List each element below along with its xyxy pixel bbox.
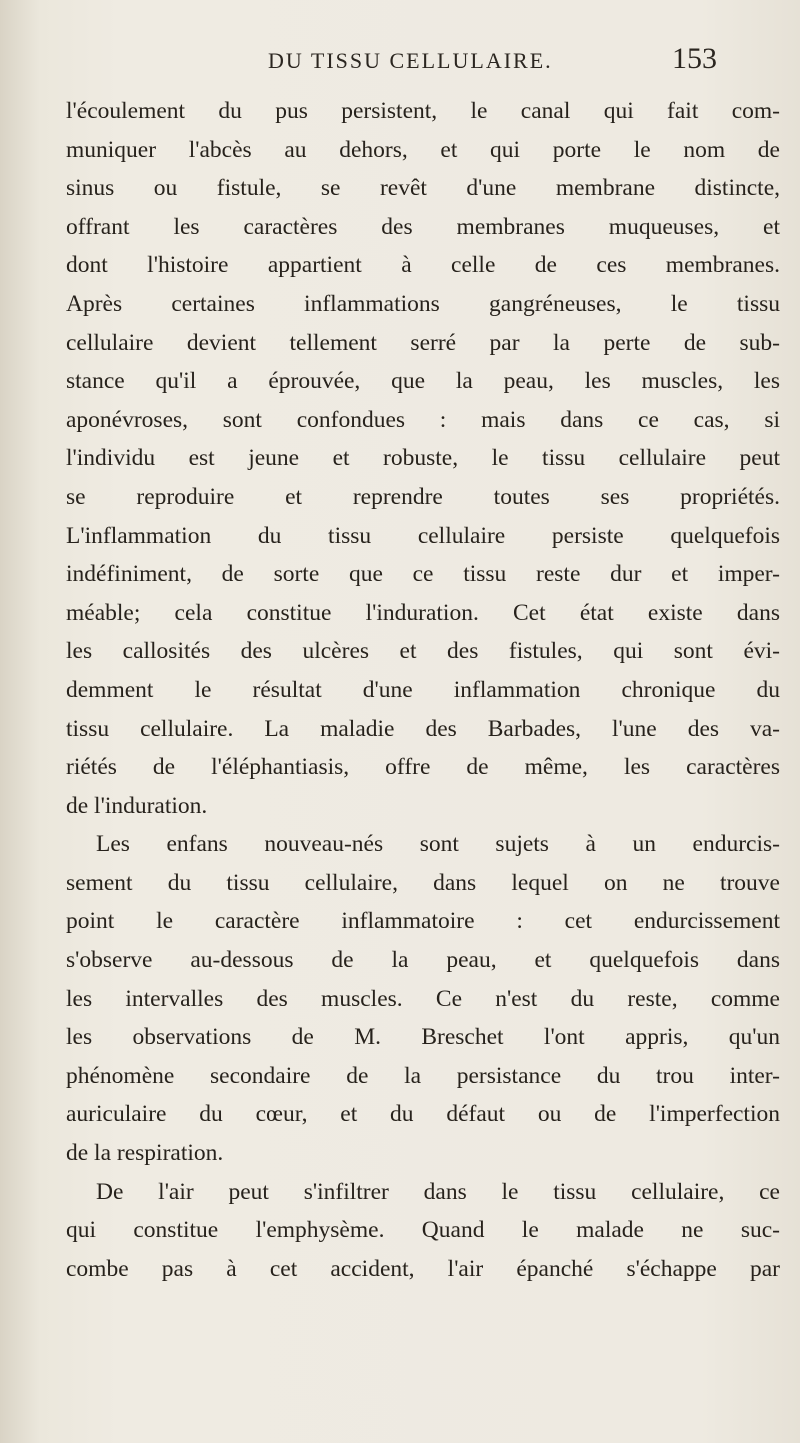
text-line: les observations de M. Breschet l'ont appris, qu'un: [66, 1024, 780, 1051]
page-header: [0, 28, 800, 88]
text-line: qui constitue l'emphysème. Quand le malade ne suc-: [66, 1217, 780, 1244]
text-line: stance qu'il a éprouvée, que la peau, les muscles, les: [66, 368, 780, 395]
text-line: l'écoulement du pus persistent, le canal qui fait com-: [66, 98, 780, 124]
text-line: se reproduire et reprendre toutes ses propriétés.: [66, 483, 780, 510]
text-line: indéfiniment, de sorte que ce tissu reste dur et imper-: [66, 561, 780, 588]
text-line: cellulaire devient tellement serré par la perte de sub-: [66, 329, 780, 356]
text-line: riétés de l'éléphantiasis, offre de même, les caractères: [66, 754, 780, 781]
text-line: s'observe au-dessous de la peau, et quelquefois dans: [66, 947, 780, 974]
text-line: phénomène secondaire de la persistance du trou inter-: [66, 1062, 780, 1089]
paragraph-end-line: de la respiration.: [66, 1140, 224, 1167]
page-number: 153: [672, 42, 717, 75]
text-line: sinus ou fistule, se revêt d'une membrane distincte,: [66, 175, 780, 202]
text-line: dont l'histoire appartient à celle de ces membranes.: [66, 252, 780, 279]
text-line: tissu cellulaire. La maladie des Barbades, l'une des va-: [66, 715, 780, 742]
paragraph-start-line: De l'air peut s'infiltrer dans le tissu cellulaire, ce: [96, 1178, 780, 1205]
text-line: les intervalles des muscles. Ce n'est du reste, comme: [66, 985, 780, 1012]
paragraph-end-line: de l'induration.: [66, 792, 208, 819]
text-line: Après certaines inflammations gangréneuses, le tissu: [66, 290, 780, 317]
text-line: méable; cela constitue l'induration. Cet état existe dans: [66, 599, 780, 626]
text-line: les callosités des ulcères et des fistules, qui sont évi-: [66, 638, 780, 665]
text-line: combe pas à cet accident, l'air épanché s'échappe par: [66, 1255, 780, 1282]
text-line: point le caractère inflammatoire : cet endurcissement: [66, 908, 780, 935]
paragraph-start-line: Les enfans nouveau-nés sont sujets à un endurcis-: [96, 831, 780, 858]
text-line: offrant les caractères des membranes muqueuses, et: [66, 213, 780, 240]
text-line: l'individu est jeune et robuste, le tissu cellulaire peut: [66, 445, 780, 472]
text-line: L'inflammation du tissu cellulaire persiste quelquefois: [66, 522, 780, 549]
text-line: sement du tissu cellulaire, dans lequel on ne trouve: [66, 869, 780, 896]
text-line: auriculaire du cœur, et du défaut ou de l'imperfection: [66, 1101, 780, 1128]
text-line: aponévroses, sont confondues : mais dans ce cas, si: [66, 406, 780, 433]
body-text: [66, 92, 780, 1288]
text-line: muniquer l'abcès au dehors, et qui porte le nom de: [66, 136, 780, 163]
text-line: demment le résultat d'une inflammation chronique du: [66, 676, 780, 703]
running-title: DU TISSU CELLULAIRE.: [268, 48, 553, 73]
